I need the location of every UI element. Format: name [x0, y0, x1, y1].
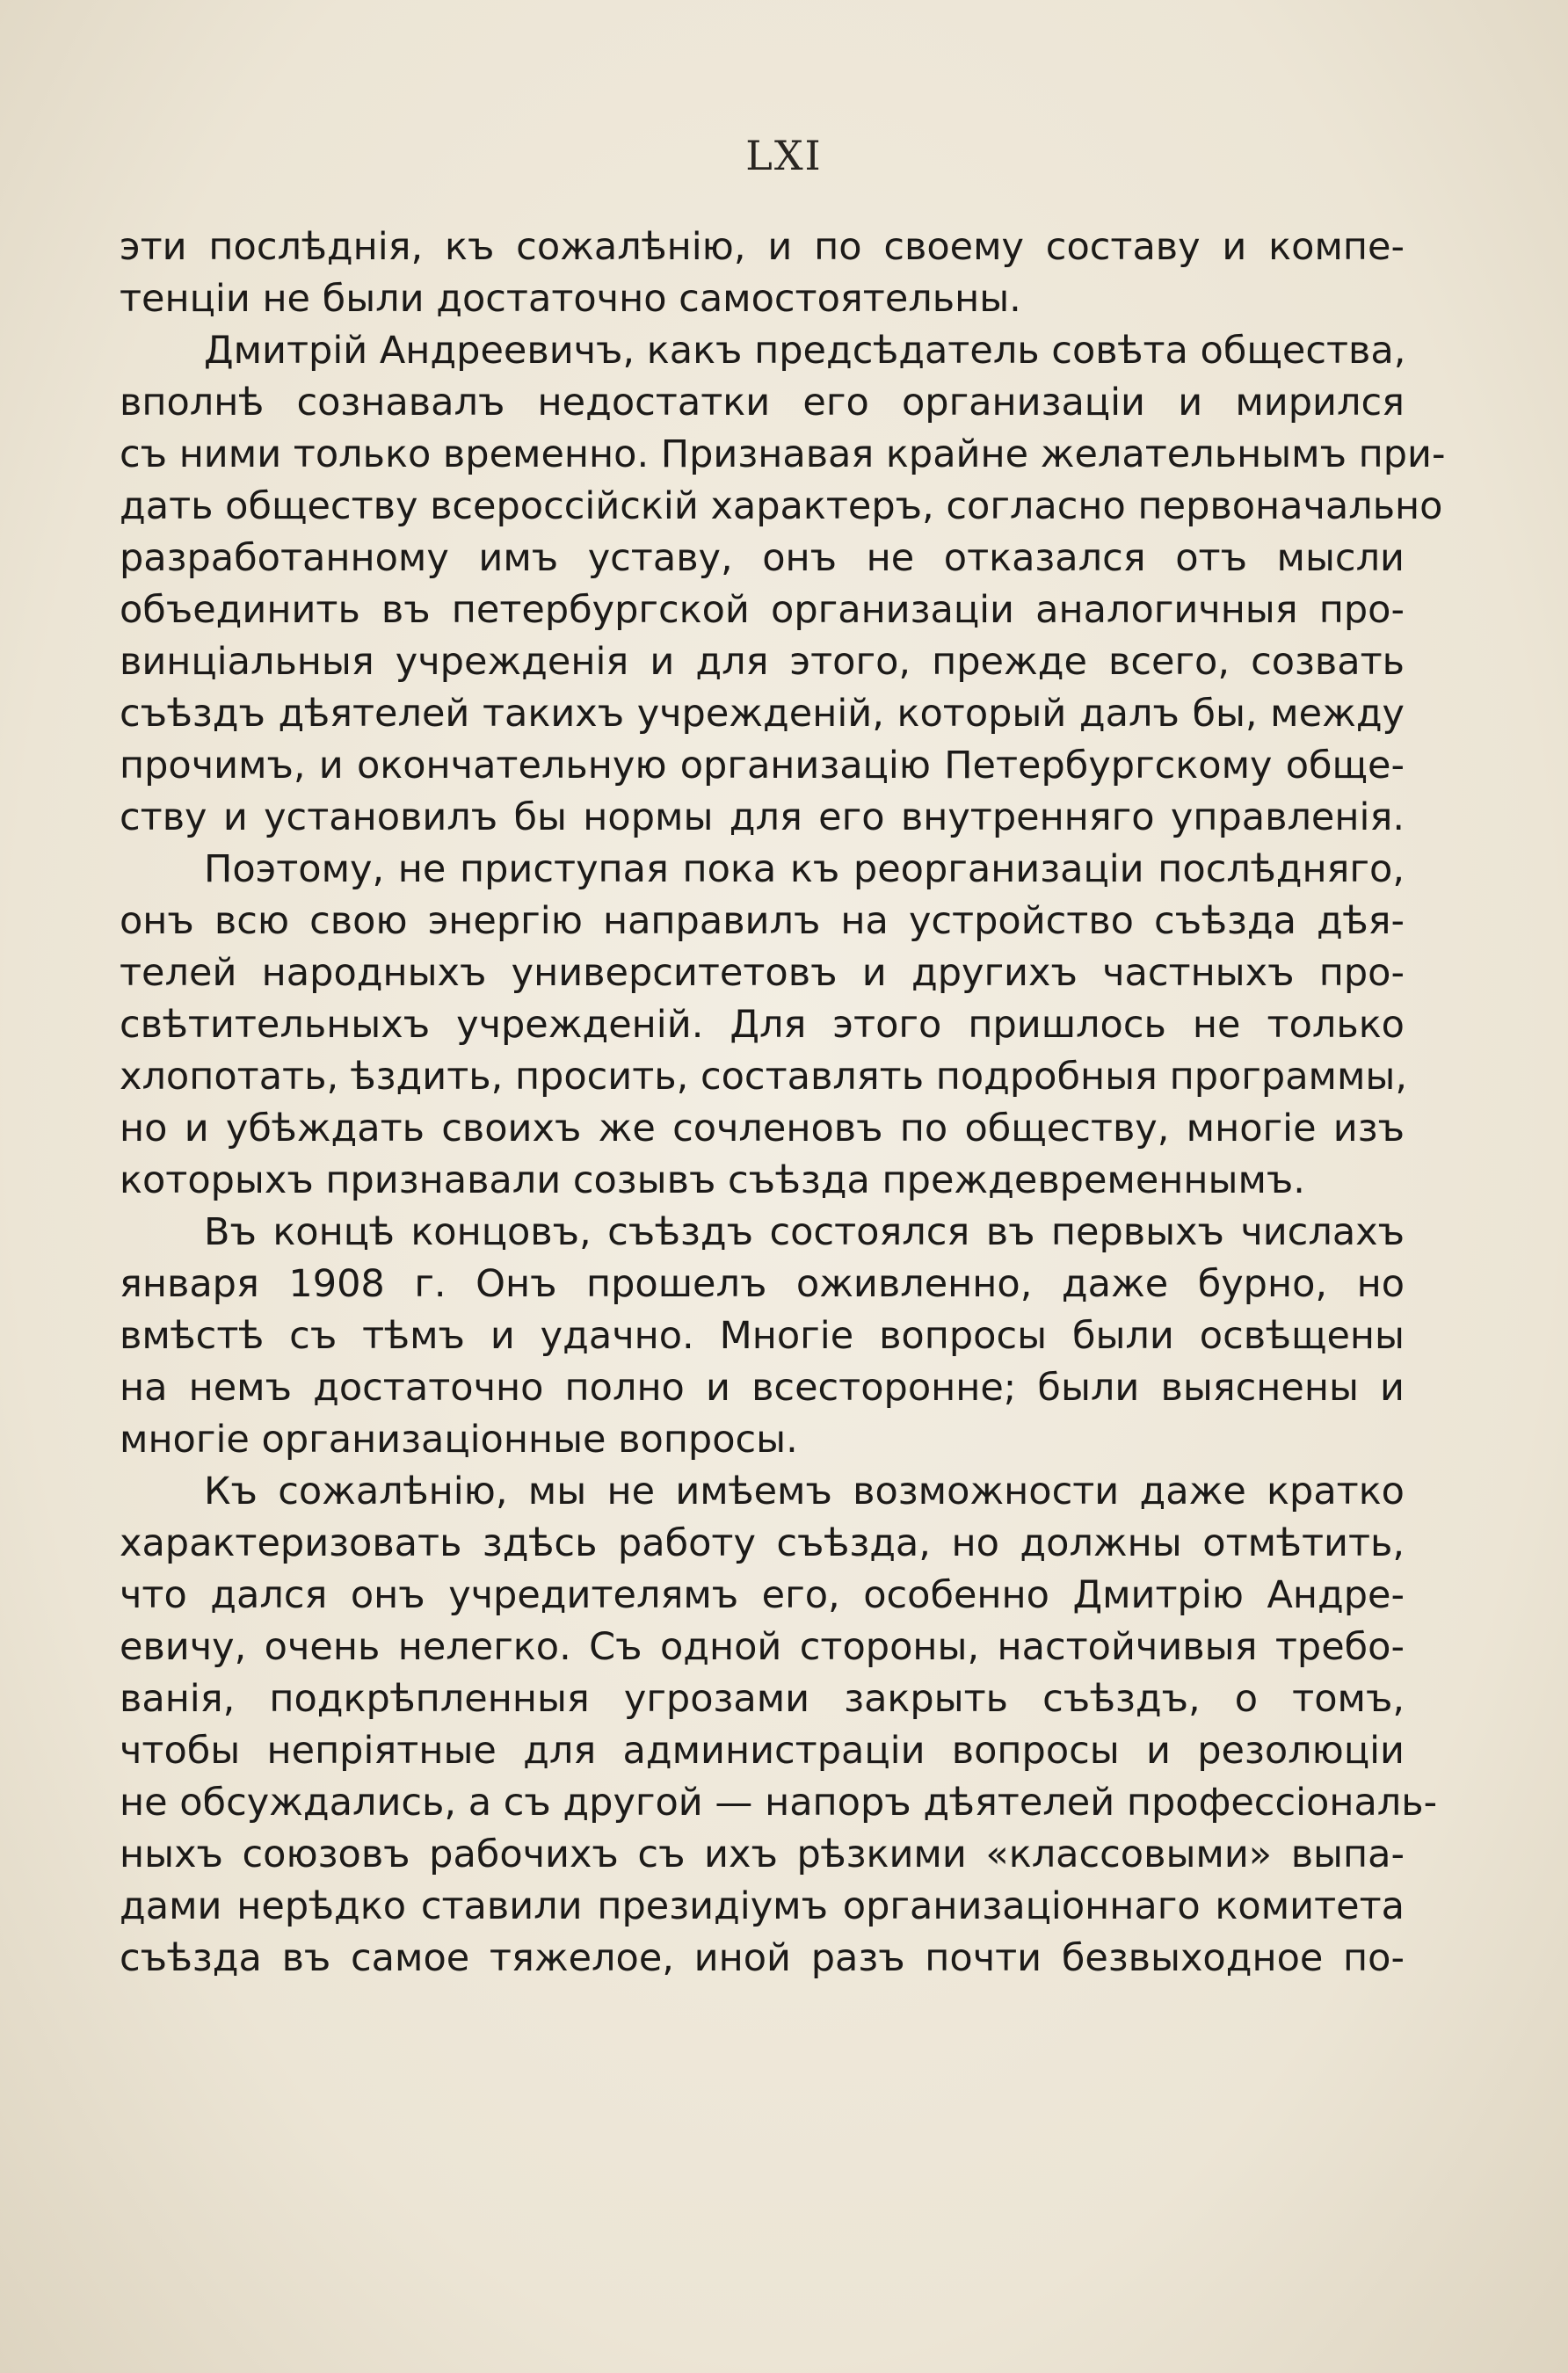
paragraph: [120, 844, 1408, 1207]
text-line: но и убѣждать своихъ же сочленовъ по обществу, многіе изъ: [120, 1107, 1405, 1150]
paragraph: [120, 221, 1405, 325]
text-line: винціальныя учрежденія и для этого, прежде всего, созвать: [120, 640, 1405, 684]
text-line: дами нерѣдко ставили президіумъ организаціоннаго комитета: [120, 1884, 1405, 1928]
text-line: вмѣстѣ съ тѣмъ и удачно. Многіе вопросы были освѣщены: [120, 1314, 1405, 1358]
text-line: объединить въ петербургской организаціи аналогичныя про-: [120, 588, 1405, 632]
text-line: съѣзда въ самое тяжелое, иной разъ почти безвыходное по-: [120, 1936, 1405, 1980]
body-text: [120, 221, 1446, 1985]
text-line: хлопотать, ѣздить, просить, составлять подробныя программы,: [120, 1055, 1408, 1099]
paragraph: [120, 1466, 1438, 1985]
text-line: онъ всю свою энергію направилъ на устройство съѣзда дѣя-: [120, 899, 1405, 943]
text-line: дать обществу всероссійскій характеръ, согласно первоначально: [120, 484, 1443, 528]
text-line: Къ сожалѣнію, мы не имѣемъ возможности даже кратко: [204, 1470, 1405, 1513]
text-line: тенціи не были достаточно самостоятельны.: [120, 277, 1021, 321]
text-line: телей народныхъ университетовъ и другихъ частныхъ про-: [120, 951, 1405, 995]
text-line: что дался онъ учредителямъ его, особенно Дмитрію Андре-: [120, 1573, 1405, 1617]
page-number: LXI: [745, 132, 823, 179]
text-line: на немъ достаточно полно и всесторонне; были выяснены и: [120, 1366, 1405, 1410]
text-line: ству и установилъ бы нормы для его внутренняго управленія.: [120, 795, 1405, 839]
text-line: которыхъ признавали созывъ съѣзда преждевременнымъ.: [120, 1158, 1305, 1202]
text-line: эти послѣднія, къ сожалѣнію, и по своему составу и компе-: [120, 225, 1405, 269]
text-line: свѣтительныхъ учрежденій. Для этого пришлось не только: [120, 1003, 1405, 1047]
text-line: января 1908 г. Онъ прошелъ оживленно, даже бурно, но: [120, 1262, 1405, 1306]
text-line: Въ концѣ концовъ, съѣздъ состоялся въ первыхъ числахъ: [204, 1210, 1405, 1254]
paragraph: [120, 1207, 1405, 1466]
text-line: вполнѣ сознавалъ недостатки его организаціи и мирился: [120, 381, 1405, 425]
text-line: съ ними только временно. Признавая крайне желательнымъ при-: [120, 432, 1446, 476]
paragraph: [120, 325, 1446, 844]
text-line: характеризовать здѣсь работу съѣзда, но должны отмѣтить,: [120, 1521, 1405, 1565]
text-line: евичу, очень нелегко. Съ одной стороны, настойчивыя требо-: [120, 1625, 1405, 1669]
text-line: ванія, подкрѣпленныя угрозами закрыть съѣздъ, о томъ,: [120, 1677, 1405, 1721]
text-line: разработанному имъ уставу, онъ не отказался отъ мысли: [120, 536, 1405, 580]
text-line: Дмитрій Андреевичъ, какъ предсѣдатель совѣта общества,: [204, 329, 1406, 373]
text-line: чтобы непріятные для администраціи вопросы и резолюціи: [120, 1729, 1405, 1773]
text-line: многіе организаціонные вопросы.: [120, 1418, 798, 1462]
text-line: ныхъ союзовъ рабочихъ съ ихъ рѣзкими «классовыми» выпа-: [120, 1832, 1405, 1876]
text-line: Поэтому, не приступая пока къ реорганизаціи послѣдняго,: [204, 847, 1405, 891]
text-line: не обсуждались, а съ другой — напоръ дѣятелей профессіональ-: [120, 1781, 1438, 1825]
text-line: прочимъ, и окончательную организацію Петербургскому обще-: [120, 744, 1405, 787]
text-line: съѣздъ дѣятелей такихъ учрежденій, который далъ бы, между: [120, 692, 1405, 736]
